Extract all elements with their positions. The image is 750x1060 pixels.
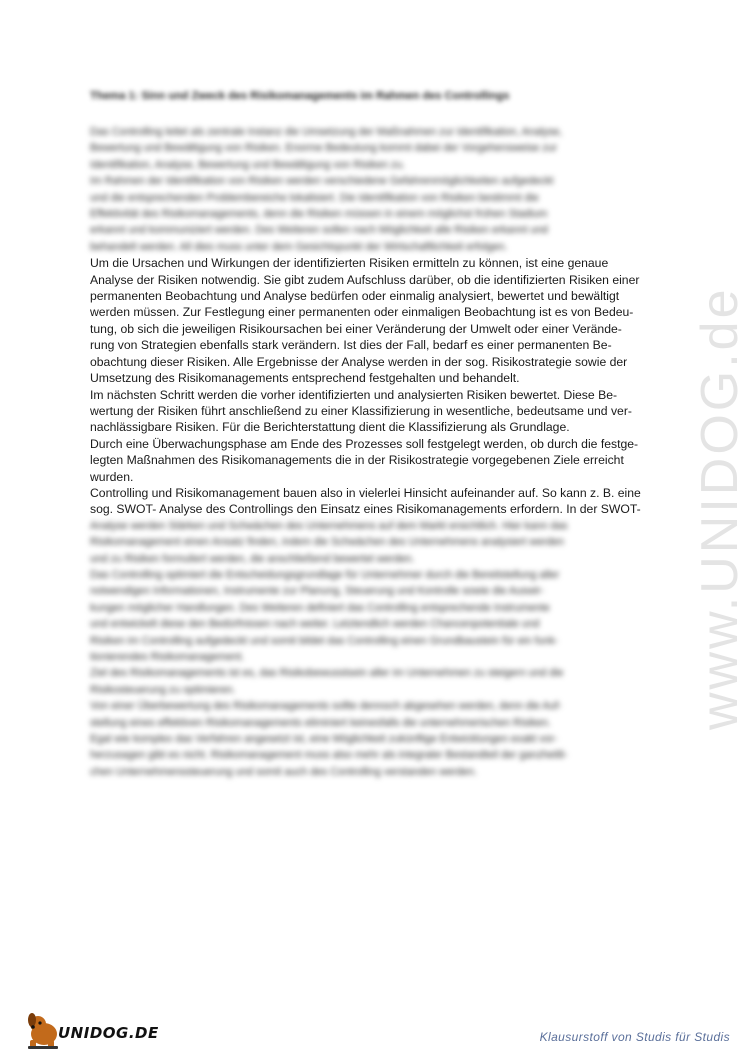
text-line: Analyse werden Stärken und Schwächen des Unternehmens auf dem Markt ersichtlich. Hier kann das [90,519,568,532]
text-line: chen Unternehmenssteuerung und somit auch des Controlling verstanden werden. [90,765,477,778]
document-body [90,124,670,780]
blurred-section-top [90,124,670,255]
text-line: stellung eines effektiven Risikomanagements eliminiert keinesfalls die unternehmerischen Risiken. [90,716,551,729]
text-line: Identifikation, Analyse, Bewertung und Bewältigung von Risiken zu. [90,158,406,171]
text-line: behandelt werden. All dies muss unter dem Gesichtspunkt der Wirtschaftlichkeit erfolgen. [90,240,508,253]
text-line: permanenten Beobachtung und Analyse bedürfen oder einmalig analysiert, bewertet und bewältigt [90,289,620,304]
text-line: Das Controlling optimiert die Entscheidungsgrundlage für Unternehmer durch die Bereitstellung aller [90,568,560,581]
text-line: Effektivität des Risikomanagements, denn die Risiken müssen in einem möglichst frühen Stadium [90,208,548,221]
text-line: werden müssen. Zur Festlegung einer permanenten oder einmaligen Beobachtung ist es von Bedeu- [90,305,634,320]
text-line: sog. SWOT- Analyse des Controllings den Einsatz eines Risikomanagements erfordern. In der SWOT- [90,502,641,517]
text-line: Im Rahmen der Identifikation von Risiken werden verschiedene Gefahrenmöglichkeiten aufgedeckt [90,175,554,188]
text-line: Egal wie komplex das Verfahren angesetzt ist, eine Möglichkeit zukünftige Entwicklungen exakt vor- [90,733,558,746]
text-line: Analyse der Risiken notwendig. Sie gibt zudem Aufschluss darüber, ob die identifizierten Risiken einer [90,272,640,287]
text-line: Um die Ursachen und Wirkungen der identifizierten Risiken ermitteln zu können, ist eine genaue [90,256,609,271]
text-line: und zu Risiken formuliert werden, die anschließend bewertet werden. [90,552,415,565]
text-line: nachlässigbare Risiken. Für die Berichterstattung dient die Klassifizierung als Grundlage. [90,420,570,435]
text-line: herzusagen gibt es nicht. Risikomanagement muss also mehr als integraler Bestandteil der ganzheitli- [90,749,568,762]
text-line: Das Controlling leitet als zentrale Instanz die Umsetzung der Maßnahmen zur Identifikation, Analyse, [90,126,563,138]
text-line: wurden. [90,469,134,484]
text-line: Von einer Überbewertung des Risikomanagements sollte dennoch abgesehen werden, denn die Auf- [90,700,562,713]
text-line: Durch eine Überwachungsphase am Ende des Prozesses soll festgelegt werden, ob durch die festge- [90,436,639,451]
logo-text: UNIDOG.DE [58,1024,159,1042]
text-line: notwendigen Informationen, Instrumente zur Planung, Steuerung und Kontrolle sowie die Auswir- [90,585,545,598]
text-line: legten Maßnahmen des Risikomanagements die in der Risikostrategie vorgegebenen Ziele erreicht [90,453,624,468]
text-line: tung, ob sich die jeweiligen Risikoursachen bei einer Veränderung der Umwelt oder einer Verände- [90,321,622,336]
text-line: Risikomanagement einen Ansatz finden, indem die Schwächen des Unternehmens analysiert werden [90,536,565,549]
blurred-section-bottom [90,518,670,781]
text-line: und die entsprechenden Problembereiche lokalisiert. Die Identifikation von Risiken bestimmt die [90,191,539,204]
text-line: rung von Strategien ebenfalls stark verändern. Ist dies der Fall, bedarf es einer permanenten Be- [90,338,612,353]
document-title: Thema 1: Sinn und Zweck des Risikomanagements im Rahmen des Controllings [90,90,510,102]
text-line: tionierendes Risikomanagement. [90,651,245,663]
text-line: Ziel des Risikomanagements ist es, das Risikobewusstsein aller im Unternehmen zu steigern und die [90,667,564,680]
text-line: Controlling und Risikomanagement bauen also in vielerlei Hinsicht aufeinander auf. So kann z. B. eine [90,485,641,500]
watermark: www.UNIDOG.de [691,286,749,730]
text-line: und entwickelt diese den Bedürfnissen nach weiter. Letztendlich werden Chancenpotentiale und [90,618,540,631]
text-line: Risiken im Controlling aufgedeckt und somit bildet das Controlling einen Grundbaustein für ein funk- [90,634,559,647]
text-line: obachtung dieser Risiken. Alle Ergebnisse der Analyse werden in der sog. Risikostrategie sowie der [90,354,628,369]
footer-tagline: Klausurstoff von Studis für Studis [539,1030,730,1044]
text-line: wertung der Risiken führt anschließend zu einer Klassifizierung in wesentliche, bedeutsame und ver- [90,403,632,418]
text-line: kungen möglicher Handlungen. Des Weiteren definiert das Controlling entsprechende Instrumente [90,601,550,614]
text-line: Im nächsten Schritt werden die vorher identifizierten und analysierten Risiken bewertet. Diese Be- [90,387,618,402]
text-line: erkannt und kommuniziert werden. Des Weiteren sollen nach Möglichkeit alle Risiken erkannt und [90,224,548,237]
text-line: Bewertung und Bewältigung von Risiken. Enorme Bedeutung kommt dabei der Vorgehensweise zur [90,142,557,155]
text-line: Risikosteuerung zu optimieren. [90,683,236,696]
text-line: Umsetzung des Risikomanagements entsprechend festgehalten und behandelt. [90,371,520,386]
readable-section [90,255,670,518]
